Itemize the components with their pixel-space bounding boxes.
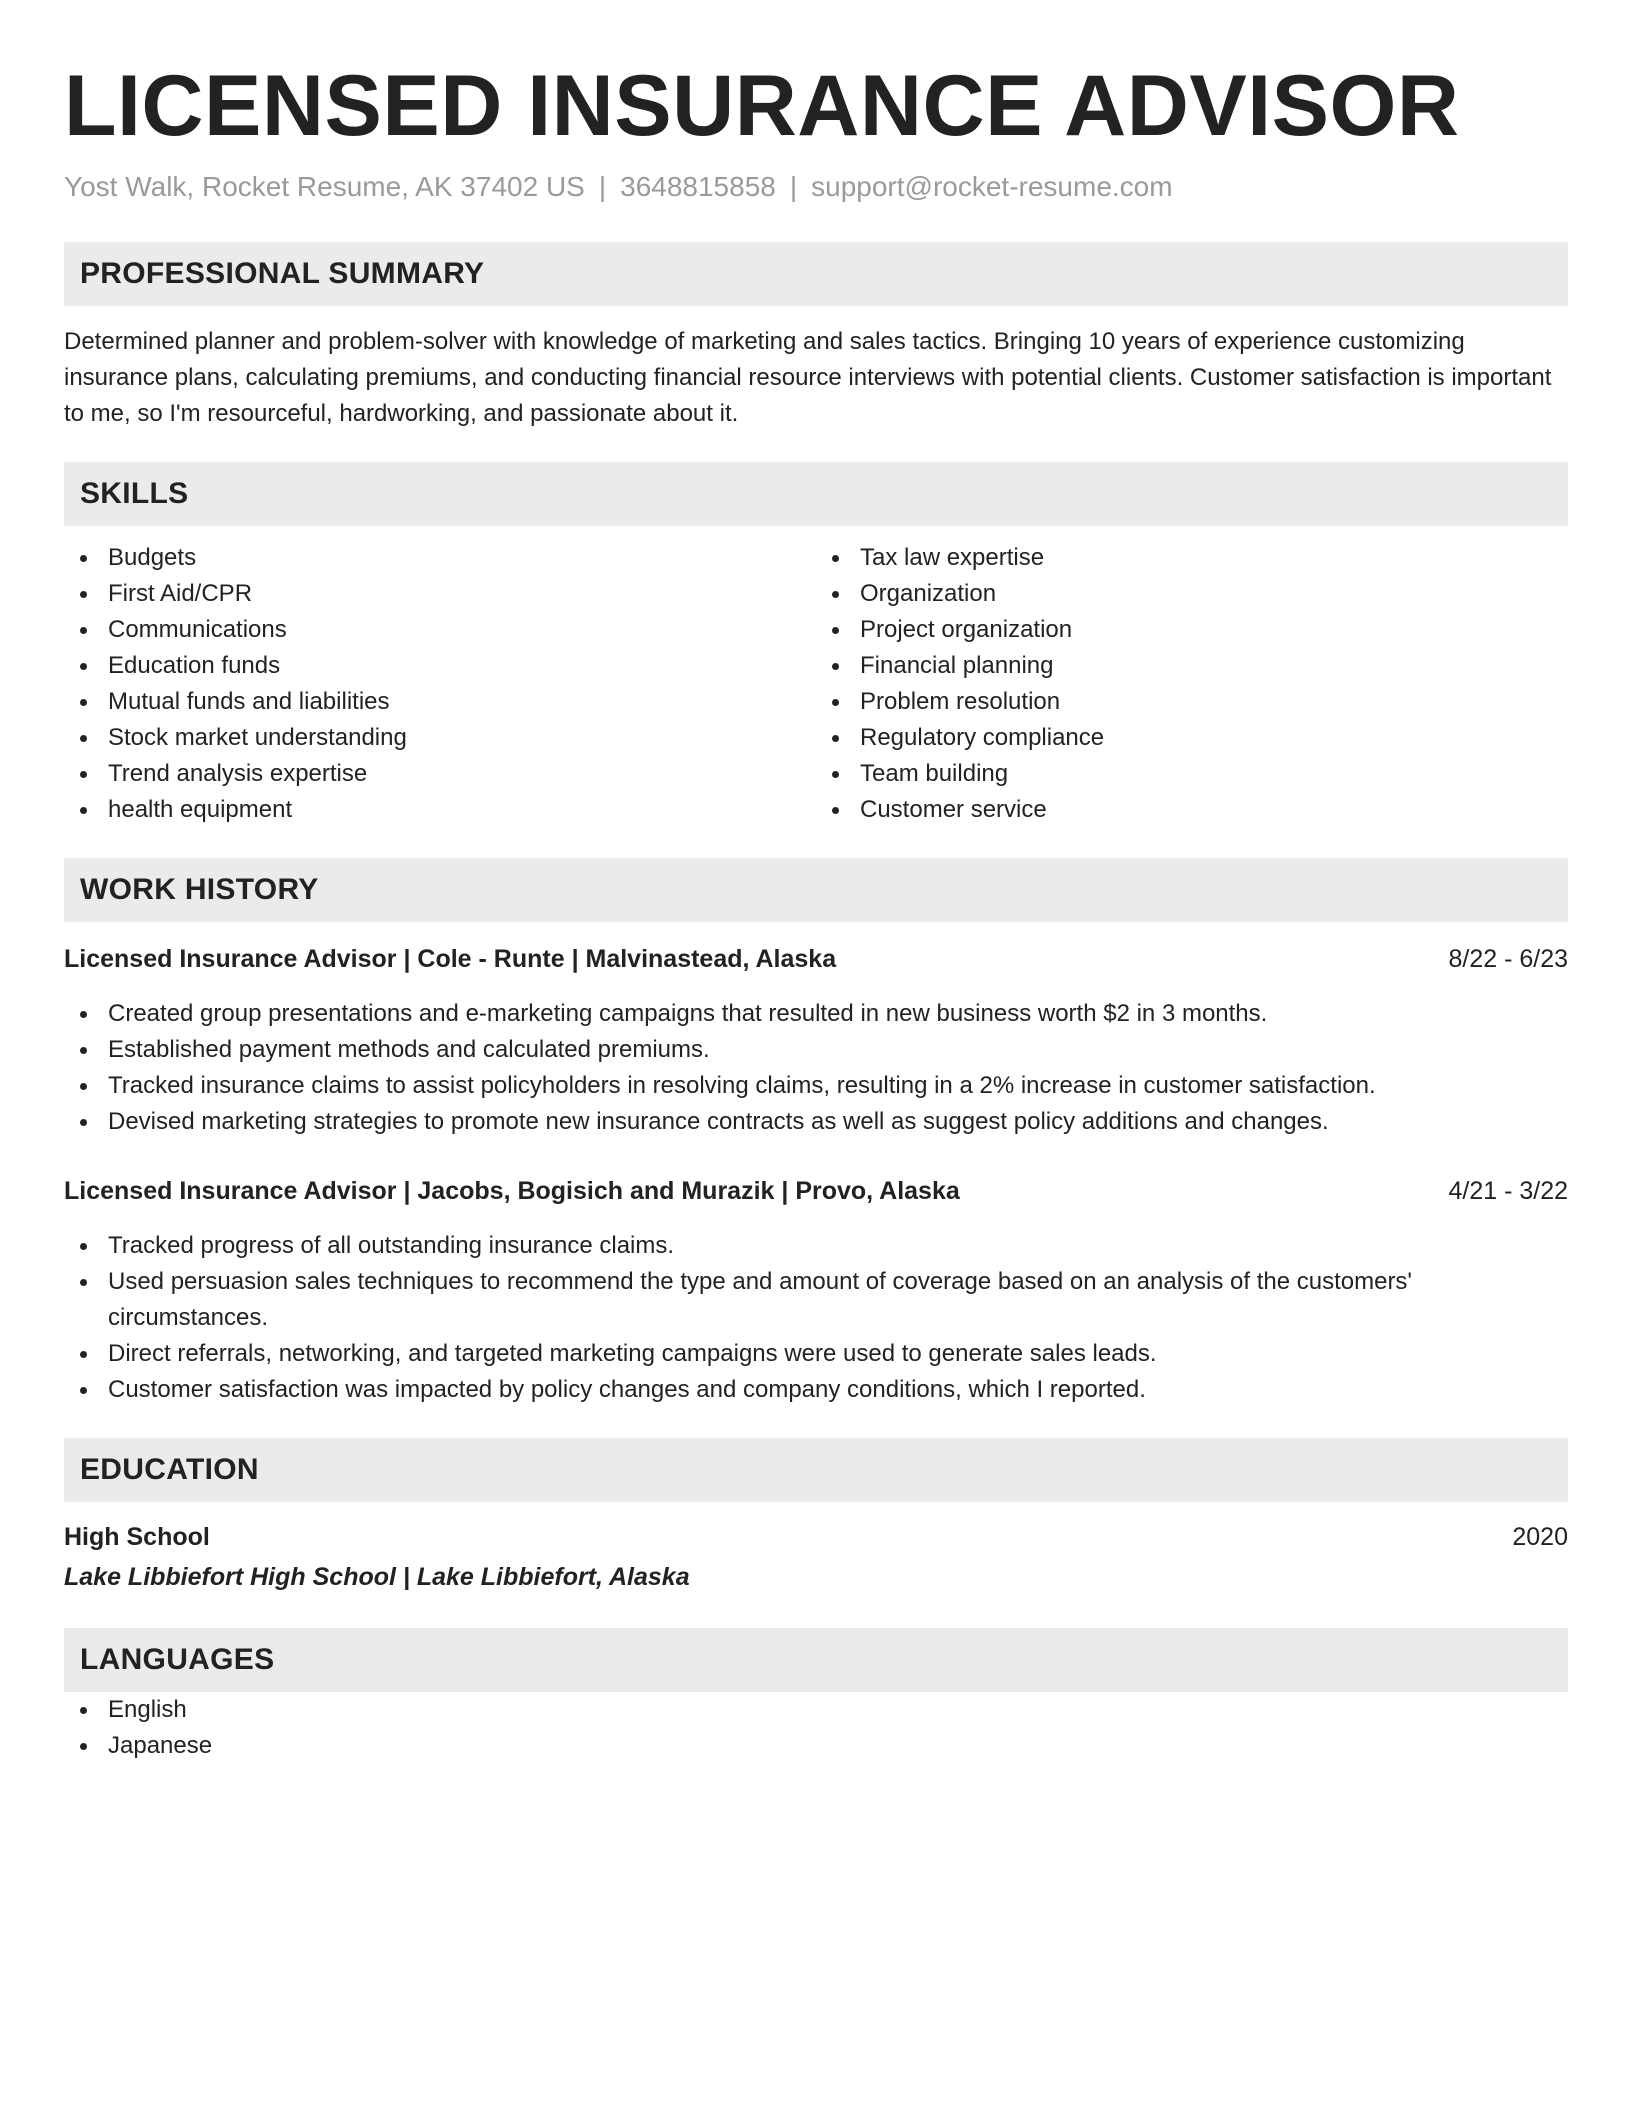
contact-separator: | (789, 171, 798, 202)
education-year: 2020 (1512, 1523, 1568, 1551)
contact-address: Yost Walk, Rocket Resume, AK 37402 US (64, 171, 585, 202)
skill-item: Stock market understanding (64, 720, 816, 756)
job-entry (64, 1174, 1568, 1408)
job-bullet: Direct referrals, networking, and targeted marketing campaigns were used to generate sales leads. (64, 1336, 1568, 1372)
job-bullet: Tracked insurance claims to assist policyholders in resolving claims, resulting in a 2% increase in customer satisfaction. (64, 1068, 1568, 1104)
languages-heading: LANGUAGES (64, 1628, 1568, 1692)
contact-phone: 3648815858 (620, 171, 776, 202)
languages-list (64, 1692, 1568, 1764)
job-bullets (64, 1228, 1568, 1408)
summary-text: Determined planner and problem-solver with knowledge of marketing and sales tactics. Bringing 10 years of experience customizing insurance plans, calculating premiums, and conducting financial resource interviews with potential clients. Customer satisfaction is important to me, so I'm resourceful, hardworking, and passionate about it. (64, 328, 1552, 427)
job-bullet: Used persuasion sales techniques to recommend the type and amount of coverage based on an analysis of the customers' circumstances. (64, 1264, 1568, 1336)
contact-line (64, 170, 1568, 204)
job-bullet: Established payment methods and calculated premiums. (64, 1032, 1568, 1068)
work-history-section (64, 858, 1568, 1408)
contact-separator: | (598, 171, 607, 202)
summary-section (64, 242, 1568, 432)
skill-item: Project organization (816, 612, 1568, 648)
skills-column-left (64, 540, 816, 828)
skill-item: health equipment (64, 792, 816, 828)
job-bullet: Created group presentations and e-marketing campaigns that resulted in new business worth $2 in 3 months. (64, 996, 1568, 1032)
job-entry (64, 942, 1568, 1140)
job-bullet: Tracked progress of all outstanding insurance claims. (64, 1228, 1568, 1264)
skills-list-left (64, 540, 816, 828)
education-heading: EDUCATION (64, 1438, 1568, 1502)
skill-item: Mutual funds and liabilities (64, 684, 816, 720)
job-title: Licensed Insurance Advisor | Cole - Runte | Malvinastead, Alaska (64, 945, 837, 973)
skills-column-right (816, 540, 1568, 828)
skill-item: Team building (816, 756, 1568, 792)
education-degree: High School (64, 1523, 210, 1551)
language-item: English (64, 1692, 1568, 1728)
job-bullet: Customer satisfaction was impacted by policy changes and company conditions, which I reported. (64, 1372, 1568, 1408)
skills-columns (64, 540, 1568, 828)
skills-heading: SKILLS (64, 462, 1568, 526)
skill-item: Financial planning (816, 648, 1568, 684)
skill-item: First Aid/CPR (64, 576, 816, 612)
job-bullet: Devised marketing strategies to promote new insurance contracts as well as suggest policy additions and changes. (64, 1104, 1568, 1140)
skill-item: Budgets (64, 540, 816, 576)
skill-item: Problem resolution (816, 684, 1568, 720)
work-history-heading: WORK HISTORY (64, 858, 1568, 922)
languages-section (64, 1628, 1568, 1764)
skill-item: Regulatory compliance (816, 720, 1568, 756)
job-dates: 4/21 - 3/22 (1448, 1177, 1568, 1205)
resume-name: LICENSED INSURANCE ADVISOR (64, 58, 1460, 154)
language-item: Japanese (64, 1728, 1568, 1764)
skill-item: Tax law expertise (816, 540, 1568, 576)
job-header (64, 942, 1568, 976)
skill-item: Education funds (64, 648, 816, 684)
skills-list-right (816, 540, 1568, 828)
education-header (64, 1520, 1568, 1554)
skills-section (64, 462, 1568, 828)
job-bullets (64, 996, 1568, 1140)
job-header (64, 1174, 1568, 1208)
skill-item: Customer service (816, 792, 1568, 828)
education-school: Lake Libbiefort High School | Lake Libbiefort, Alaska (64, 1563, 690, 1591)
skill-item: Communications (64, 612, 816, 648)
education-section (64, 1438, 1568, 1594)
job-title: Licensed Insurance Advisor | Jacobs, Bogisich and Murazik | Provo, Alaska (64, 1177, 960, 1205)
skill-item: Organization (816, 576, 1568, 612)
skill-item: Trend analysis expertise (64, 756, 816, 792)
contact-email: support@rocket-resume.com (811, 171, 1173, 202)
job-dates: 8/22 - 6/23 (1448, 945, 1568, 973)
summary-heading: PROFESSIONAL SUMMARY (64, 242, 1568, 306)
